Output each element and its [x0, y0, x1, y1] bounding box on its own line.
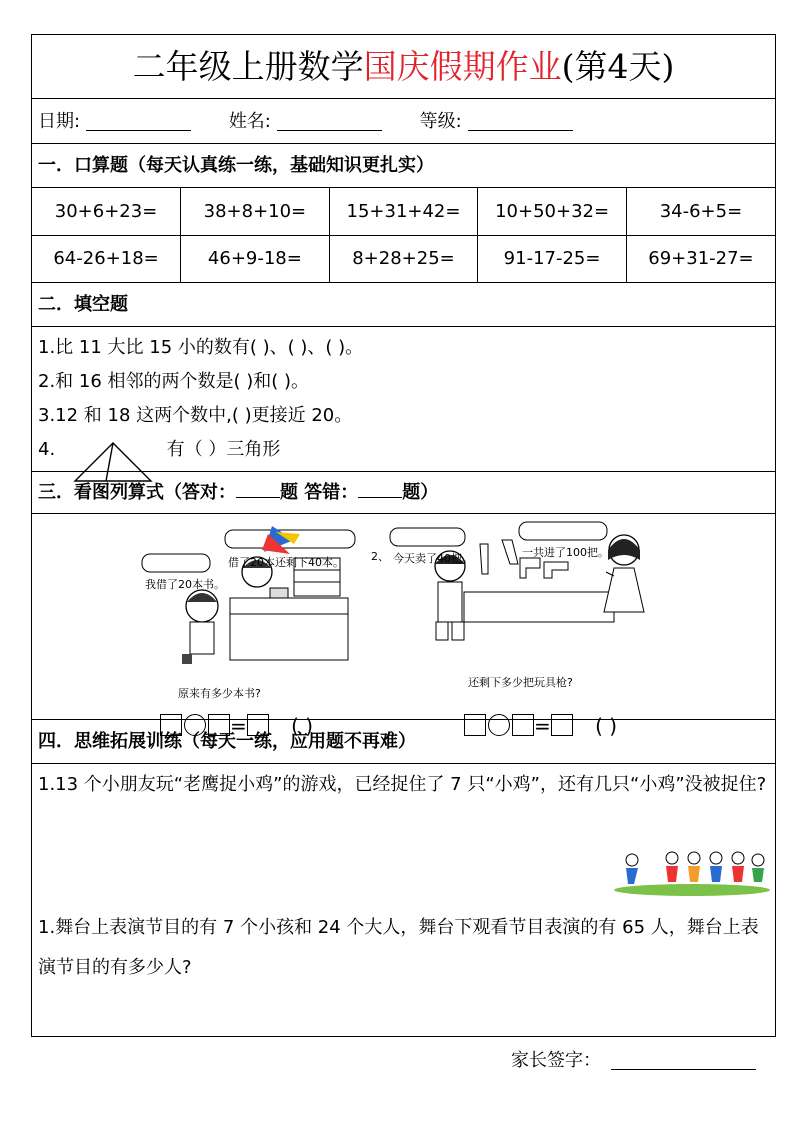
info-row	[32, 99, 775, 144]
fill-question-1[interactable]: 1.比 11 大比 15 小的数有( )、( )、( )。	[38, 337, 364, 358]
parent-signature	[511, 1046, 756, 1072]
name-field[interactable]	[277, 108, 382, 131]
word-problem-1[interactable]: 1.13 个小朋友玩“老鹰捉小鸡”的游戏，已经捉住了 7 只“小鸡”，还有几只“小鸡”没被捉住?	[38, 774, 767, 795]
worksheet	[31, 34, 776, 1037]
calc-cell[interactable]: 38+8+10=	[181, 188, 330, 235]
date-label: 日期:	[38, 111, 81, 132]
left-equation[interactable]: = ( )	[160, 714, 313, 738]
mental-math-grid	[32, 188, 775, 283]
section3-heading: 三．看图列算式（答对： 题 答错： 题）	[32, 472, 775, 514]
unit-paren[interactable]: ( )	[291, 714, 314, 738]
wrong-count-field[interactable]	[358, 479, 402, 498]
left-question: 原来有多少本书?	[178, 687, 261, 700]
calc-cell[interactable]: 69+31-27=	[648, 248, 754, 270]
calc-cell[interactable]: 46+9-18=	[181, 235, 330, 282]
fill-question-2[interactable]: 2.和 16 相邻的两个数是( )和( )。	[38, 371, 310, 392]
unit-paren[interactable]: ( )	[595, 714, 618, 738]
bookstore-illustration	[32, 514, 777, 720]
page-title: 二年级上册数学国庆假期作业(第4天)	[32, 35, 775, 99]
right-number: 2、	[371, 550, 389, 563]
calc-cell[interactable]: 91-17-25=	[478, 235, 627, 282]
signature-label: 家长签字：	[511, 1050, 601, 1071]
word-problem-2[interactable]: 1.舞台上表演节目的有 7 个小孩和 24 个大人，舞台下观看节目表演的有 65 人，舞台上表演节目的有多少人?	[38, 917, 759, 978]
calc-cell[interactable]: 30+6+23=	[32, 188, 181, 235]
left-bubble-2: 借了20本还剩下40本。	[228, 556, 344, 569]
calc-cell[interactable]: 8+28+25=	[329, 235, 478, 282]
title-highlight: 国庆假期作业	[363, 47, 562, 86]
grade-field[interactable]	[468, 108, 573, 131]
fill-blank-section	[32, 327, 775, 472]
left-bubble-1: 我借了20本书。	[145, 578, 225, 591]
grade-label: 等级:	[419, 111, 462, 132]
section4-heading: 四．思维拓展训练（每天一练，应用题不再难）	[32, 720, 775, 764]
right-equation[interactable]: = ( )	[464, 714, 617, 738]
fill-question-4[interactable]: 4. 有（ ）三角形	[38, 435, 280, 485]
correct-count-field[interactable]	[236, 479, 280, 498]
calc-cell[interactable]: 64-26+18=	[32, 235, 181, 282]
calc-cell[interactable]: 10+50+32=	[478, 188, 627, 235]
children-playing-illustration	[612, 846, 772, 896]
fill-question-3[interactable]: 3.12 和 18 这两个数中,( )更接近 20。	[38, 405, 353, 426]
section1-heading: 一．口算题（每天认真练一练，基础知识更扎实）	[32, 144, 775, 188]
name-label: 姓名:	[228, 111, 271, 132]
word-problems	[32, 764, 775, 1036]
right-question: 还剩下多少把玩具枪?	[468, 676, 573, 689]
date-field[interactable]	[86, 108, 191, 131]
right-bubble-2: 一共进了100把。	[522, 546, 609, 559]
calc-cell[interactable]: 34-6+5=	[626, 188, 775, 235]
right-bubble-1: 今天卖了40把。	[393, 552, 473, 565]
calc-cell[interactable]: 15+31+42=	[329, 188, 478, 235]
picture-problems	[32, 514, 775, 738]
signature-field[interactable]	[611, 1047, 756, 1070]
section2-heading: 二．填空题	[32, 283, 775, 327]
